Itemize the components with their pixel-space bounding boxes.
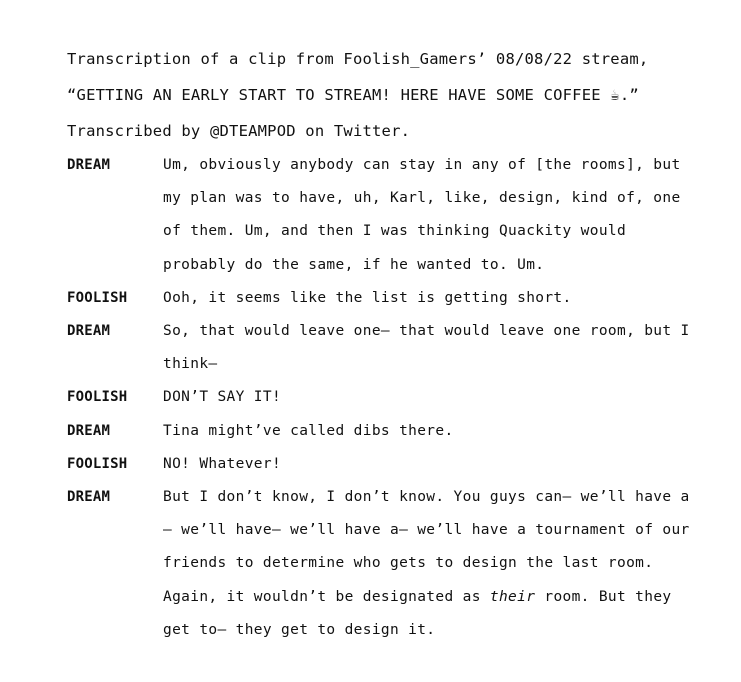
emphasized-word: their bbox=[489, 588, 536, 605]
speaker-name: DREAM bbox=[67, 157, 111, 173]
dialogue-line: Ooh, it seems like the list is getting short. bbox=[163, 289, 572, 306]
speaker-name: DREAM bbox=[67, 422, 111, 439]
dialogue-entry bbox=[67, 415, 701, 448]
dialogue-entry bbox=[67, 282, 701, 315]
dialogue-line: DON’T SAY IT! bbox=[163, 389, 282, 406]
speaker-name: FOOLISH bbox=[67, 389, 128, 406]
dialogue-entry bbox=[67, 481, 701, 647]
dialogue-line: Um, obviously anybody can stay in any of [the rooms], but my plan was to have, uh, Karl, like, design, kind of, one of them. Um, and then I was thinking Quackity would probably do the same, if he wanted to. Um. bbox=[163, 157, 681, 273]
speaker-name: DREAM bbox=[67, 489, 111, 506]
dialogue-text-segment: But I don’t know, I don’t know. You guys can— we’ll have a— we’ll have— we’ll have a— we’ll have a tournament of our friends to determine who gets to design the last room. Again, it wouldn’t be designated as bbox=[163, 489, 690, 605]
transcript-header bbox=[67, 41, 701, 149]
speaker-name: DREAM bbox=[67, 323, 111, 340]
dialogue-entry bbox=[67, 448, 701, 481]
speaker-name: FOOLISH bbox=[67, 289, 128, 306]
dialogue-line bbox=[163, 481, 693, 647]
dialogue-line: Tina might’ve called dibs there. bbox=[163, 422, 454, 439]
dialogue-text-segment: room. But they get to— they get to design it. bbox=[163, 588, 672, 638]
dialogue-entry bbox=[67, 149, 701, 282]
dialogue-entry bbox=[67, 381, 701, 414]
header-source-line: Transcription of a clip from Foolish_Gamers’ 08/08/22 stream, bbox=[67, 50, 649, 68]
dialogue-entry bbox=[67, 315, 701, 381]
dialogue-line: So, that would leave one— that would leave one room, but I think— bbox=[163, 323, 690, 373]
header-credit-line: Transcribed by @DTEAMPOD on Twitter. bbox=[67, 122, 411, 140]
speaker-name: FOOLISH bbox=[67, 455, 128, 472]
dialogue-line: NO! Whatever! bbox=[163, 455, 282, 472]
dialogue-list bbox=[67, 149, 701, 647]
header-stream-title: “GETTING AN EARLY START TO STREAM! HERE HAVE SOME COFFEE ☕.” bbox=[67, 86, 639, 104]
